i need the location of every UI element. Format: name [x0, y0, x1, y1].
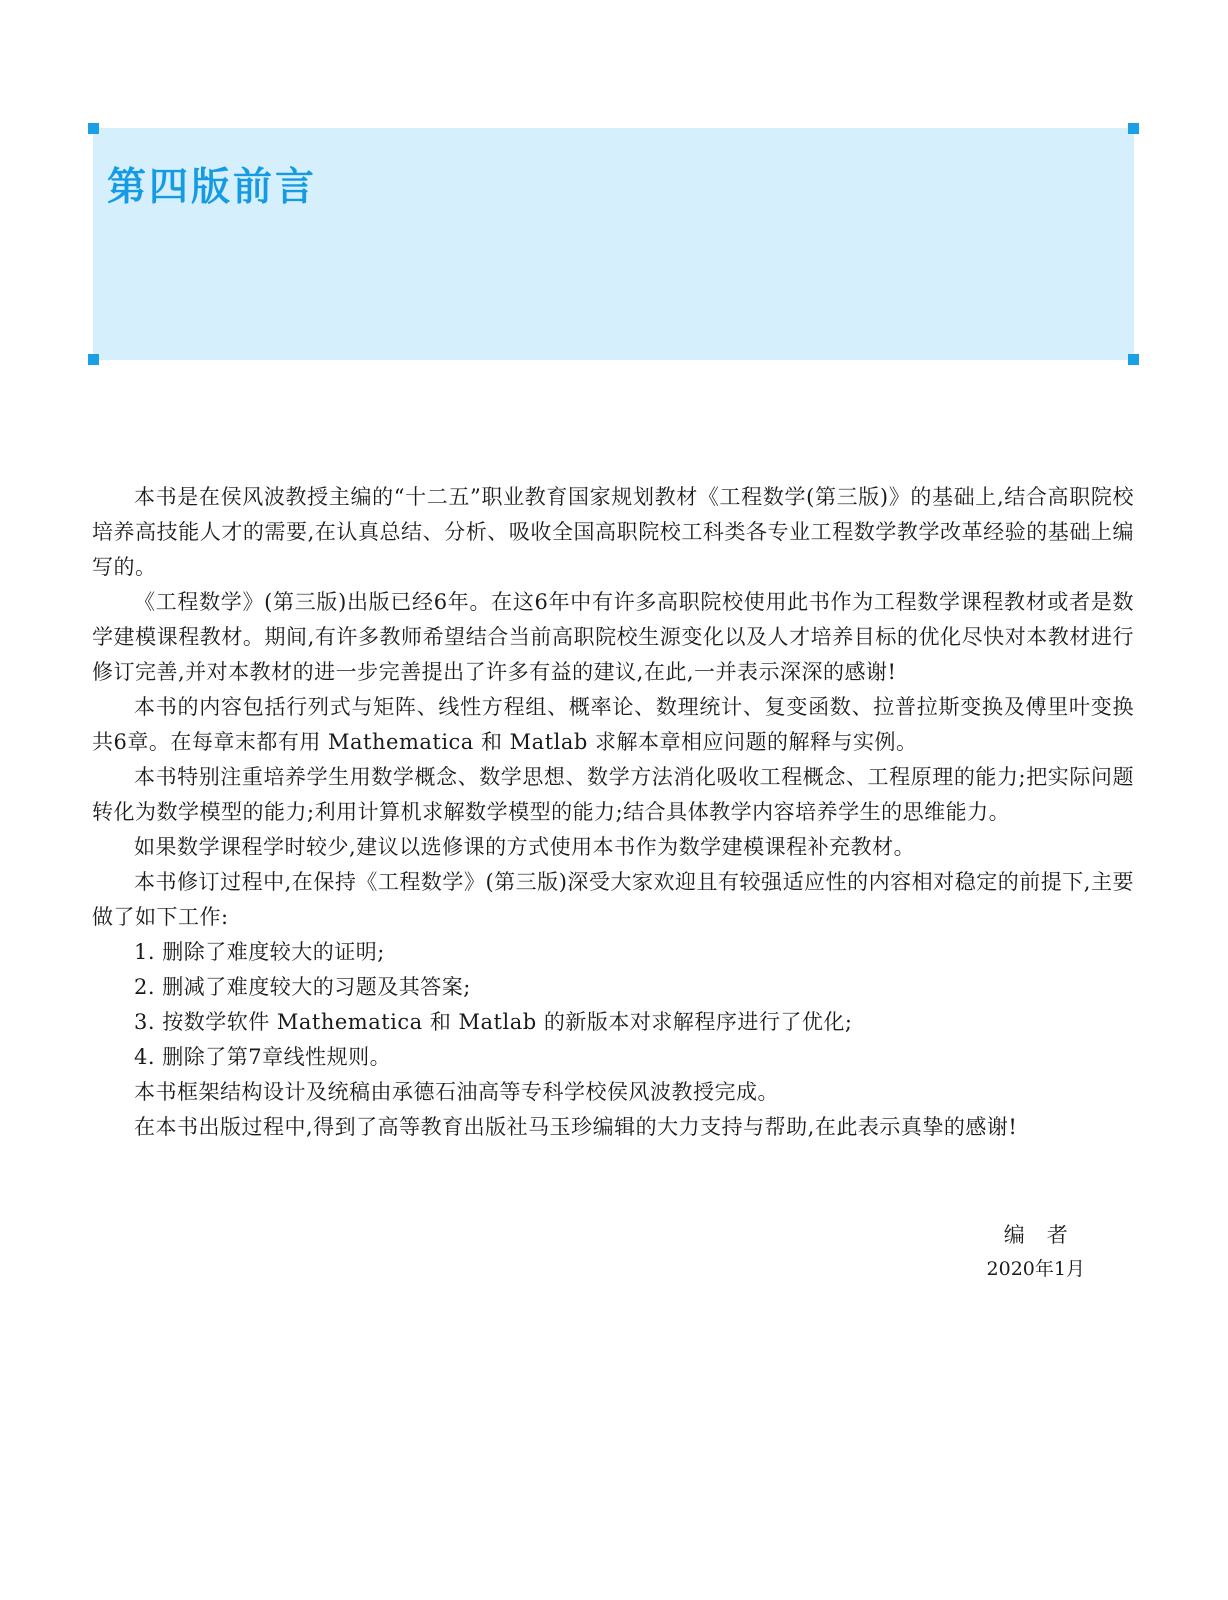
header-banner [93, 128, 1134, 360]
list-item: 4. 删除了第7章线性规则。 [134, 1045, 392, 1069]
list-item: 3. 按数学软件 Mathematica 和 Matlab 的新版本对求解程序进行了优化; [134, 1010, 853, 1034]
corner-marker [1128, 354, 1139, 365]
corner-marker [88, 123, 99, 134]
corner-marker [88, 354, 99, 365]
paragraph: 本书框架结构设计及统稿由承德石油高等专科学校侯风波教授完成。 [134, 1080, 779, 1104]
list-item: 2. 删减了难度较大的习题及其答案; [134, 975, 471, 999]
signature-block [986, 1218, 1090, 1286]
paragraph: 本书是在侯风波教授主编的“十二五”职业教育国家规划教材《工程数学(第三版)》的基础上,结合高职院校培养高技能人才的需要,在认真总结、分析、吸收全国高职院校工科类各专业工程数学教学改革经验的基础上编写的。 [92, 485, 1134, 579]
signature-date: 2020年1月 [986, 1258, 1085, 1280]
paragraph: 本书的内容包括行列式与矩阵、线性方程组、概率论、数理统计、复变函数、拉普拉斯变换及傅里叶变换共6章。在每章末都有用 Mathematica 和 Matlab 求解本章相应问题的解释与实例。 [92, 695, 1134, 754]
paragraph: 本书特别注重培养学生用数学概念、数学思想、数学方法消化吸收工程概念、工程原理的能力;把实际问题转化为数学模型的能力;利用计算机求解数学模型的能力;结合具体教学内容培养学生的思维能力。 [92, 765, 1134, 824]
corner-marker [1128, 123, 1139, 134]
paragraph: 《工程数学》(第三版)出版已经6年。在这6年中有许多高职院校使用此书作为工程数学课程教材或者是数学建模课程教材。期间,有许多教师希望结合当前高职院校生源变化以及人才培养目标的优化尽快对本教材进行修订完善,并对本教材的进一步完善提出了许多有益的建议,在此,一并表示深深的感谢! [92, 590, 1134, 684]
list-item: 1. 删除了难度较大的证明; [134, 940, 385, 964]
paragraph: 本书修订过程中,在保持《工程数学》(第三版)深受大家欢迎且有较强适应性的内容相对稳定的前提下,主要做了如下工作: [92, 870, 1134, 929]
paragraph: 在本书出版过程中,得到了高等教育出版社马玉珍编辑的大力支持与帮助,在此表示真挚的感谢! [134, 1115, 1018, 1139]
paragraph: 如果数学课程学时较少,建议以选修课的方式使用本书作为数学建模课程补充教材。 [134, 835, 916, 859]
preface-body [92, 480, 1134, 1145]
signature-author: 编者 [1003, 1223, 1090, 1247]
page-title: 第四版前言 [107, 165, 318, 210]
